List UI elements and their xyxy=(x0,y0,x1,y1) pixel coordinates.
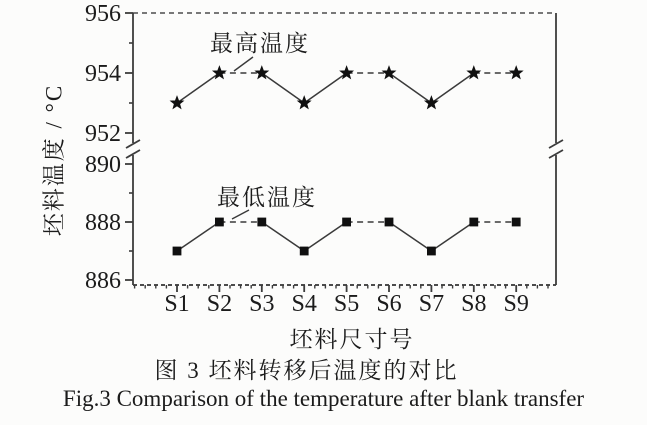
marker-star xyxy=(425,97,437,109)
x-tick-label: S9 xyxy=(503,291,529,317)
marker-square xyxy=(342,218,351,227)
series-segment-max xyxy=(304,73,346,103)
caption-chinese: 图 3 坯料转移后温度的对比 xyxy=(154,358,459,383)
x-tick-label: S5 xyxy=(333,291,360,317)
x-tick-label: S4 xyxy=(291,291,317,317)
marker-square xyxy=(385,218,394,227)
marker-square xyxy=(427,247,436,256)
x-tick-label: S7 xyxy=(418,291,445,317)
y-tick-label: 952 xyxy=(85,121,121,147)
marker-star xyxy=(171,97,183,109)
series-segment-min xyxy=(177,222,219,251)
marker-square xyxy=(512,218,521,227)
series-segment-max xyxy=(177,73,219,103)
y-tick-label: 886 xyxy=(85,268,121,294)
y-axis-title: 坯料温度 / °C xyxy=(41,83,67,237)
y-tick-label: 888 xyxy=(85,210,121,236)
marker-star xyxy=(510,67,522,79)
series-segment-max xyxy=(431,73,473,103)
marker-square xyxy=(300,247,309,256)
x-axis-title: 坯料尺寸号 xyxy=(289,327,415,352)
x-tick-label: S2 xyxy=(206,291,233,317)
x-tick-label: S8 xyxy=(461,291,487,317)
series-segment-max xyxy=(389,73,431,103)
marker-square xyxy=(215,218,224,227)
series-segment-min xyxy=(389,222,431,251)
y-tick-label: 954 xyxy=(85,61,121,87)
x-tick-label: S3 xyxy=(249,291,275,317)
series-label-max: 最高温度 xyxy=(210,31,310,56)
y-tick-label: 956 xyxy=(85,1,121,27)
series-segment-min xyxy=(262,222,304,251)
y-tick-label: 890 xyxy=(85,152,121,178)
series-label-min: 最低温度 xyxy=(217,185,317,210)
series-segment-max xyxy=(262,73,304,103)
x-tick-label: S1 xyxy=(164,291,190,317)
series-label-leader xyxy=(234,57,253,71)
series-segment-min xyxy=(431,222,473,251)
marker-square xyxy=(257,218,266,227)
marker-square xyxy=(469,218,478,227)
caption-english: Fig.3 Comparison of the temperature after blank transfer xyxy=(62,386,585,411)
marker-star xyxy=(298,97,310,109)
series-segment-min xyxy=(304,222,346,251)
series-label-leader xyxy=(232,210,249,219)
x-tick-label: S6 xyxy=(376,291,402,317)
marker-square xyxy=(173,247,182,256)
